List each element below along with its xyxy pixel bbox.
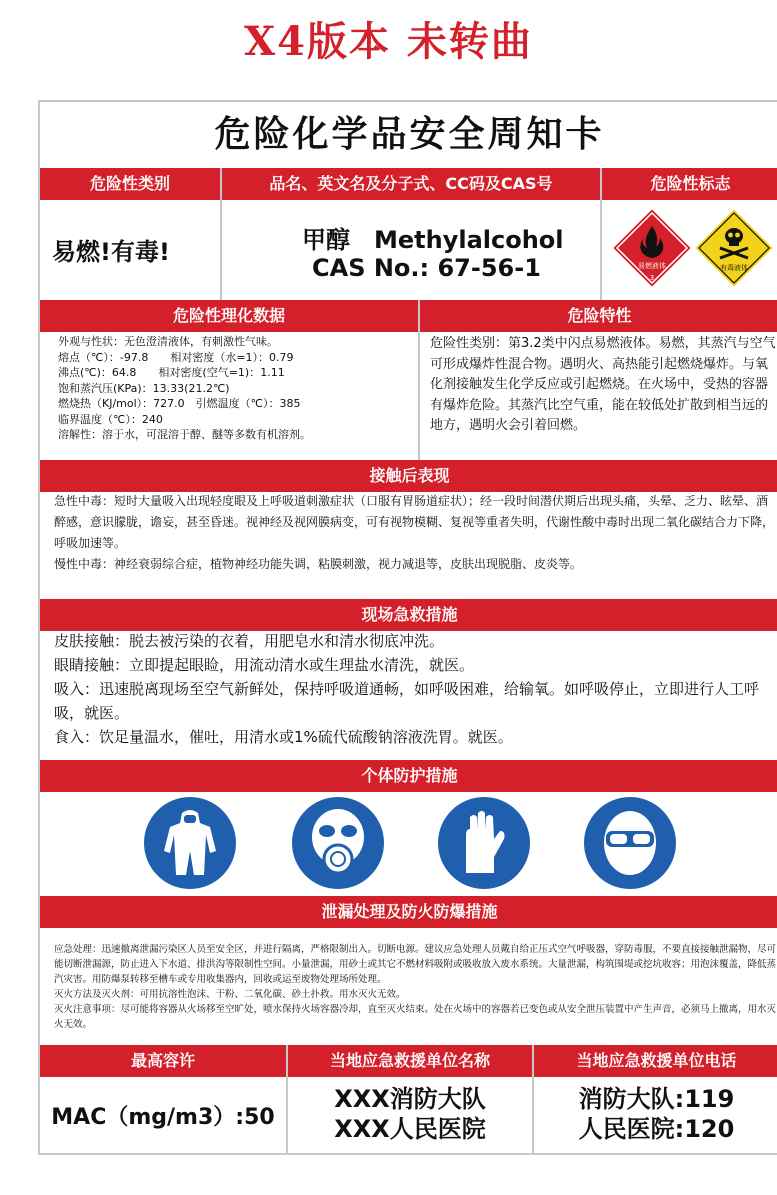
contact-paragraph: 急性中毒：短时大量吸入出现轻度眼及上呼吸道刺激症状（口服有胃肠道症状）；经一段时间潜伏期后出现头痛，头晕、乏力、眩晕、酒醉感，意识朦胧，谵妄，甚至昏迷。视神经及视网膜病变，可有视物模糊、复视等重者失明，代谢性酸中毒时出现二氧化碳结合力下降，呼吸加速等。 bbox=[54, 494, 775, 550]
physchem-line: 外观与性状：无色澄清液体，有刺激性气味。 bbox=[58, 335, 278, 348]
firstaid-item: 眼睛接触：立即提起眼睑，用流动清水或生理盐水清洗，就医。 bbox=[54, 656, 475, 674]
sign-label: 有毒液体 bbox=[720, 264, 748, 272]
divider bbox=[600, 168, 602, 300]
header-product-name: 品名、英文名及分子式、CC码及CAS号 bbox=[269, 174, 553, 193]
product-cas: CAS No.: 67-56-1 bbox=[312, 254, 541, 282]
divider bbox=[418, 300, 420, 460]
leak-section bbox=[54, 942, 776, 1032]
protective-suit-icon bbox=[142, 795, 238, 891]
sign-label: 易燃液体 bbox=[638, 262, 666, 270]
product-name: 甲醇 Methylalcohol bbox=[302, 226, 564, 254]
rescue-phone: 人民医院:120 bbox=[578, 1115, 735, 1143]
flammable-liquid-diamond-icon bbox=[610, 206, 694, 290]
sign-number: 3 bbox=[649, 274, 655, 282]
physchem-line: 燃烧热（KJ/mol）：727.0 引燃温度（℃）：385 bbox=[58, 397, 301, 410]
protective-gloves-icon bbox=[436, 795, 532, 891]
rescue-unit-name: XXX人民医院 bbox=[334, 1115, 486, 1143]
firstaid-item: 皮肤接触：脱去被污染的衣着，用肥皂水和清水彻底冲洗。 bbox=[54, 632, 445, 650]
version-banner: X4版本 未转曲 bbox=[244, 18, 533, 65]
safety-card bbox=[38, 100, 777, 1155]
ppe-header: 个体防护措施 bbox=[40, 760, 777, 792]
leak-paragraph: 灭火方法及灭火剂：可用抗溶性泡沫、干粉、二氧化碳、砂土扑救。用水灭火无效。 bbox=[54, 989, 406, 1000]
firstaid-section bbox=[54, 629, 776, 749]
header-rescue-phone: 当地应急救援单位电话 bbox=[576, 1051, 737, 1070]
physchem-line: 溶解性：溶于水，可混溶于醇、醚等多数有机溶剂。 bbox=[58, 428, 311, 441]
card-title: 危险化学品安全周知卡 bbox=[214, 114, 605, 155]
bottom-header-bar bbox=[40, 1045, 777, 1077]
header-hazard-category: 危险性类别 bbox=[89, 174, 170, 193]
leak-header: 泄漏处理及防火防爆措施 bbox=[40, 896, 777, 928]
header-hazard-signs: 危险性标志 bbox=[650, 174, 731, 193]
contact-paragraph: 慢性中毒：神经衰弱综合症，植物神经功能失调，粘膜刺激，视力减退等，皮肤出现脱脂、皮炎等。 bbox=[54, 557, 583, 571]
physchem-list bbox=[58, 334, 418, 443]
header-rescue-unit: 当地应急救援单位名称 bbox=[329, 1051, 490, 1070]
safety-goggles-icon bbox=[582, 795, 678, 891]
row2-header-bar bbox=[40, 300, 777, 332]
leak-paragraph: 灭火注意事项：尽可能将容器从火场移至空旷处，喷水保持火场容器冷却，直至灭火结束。处在火场中的容器若已变色或从安全泄压装置中产生声音，必须马上撤离，用水灭火无效。 bbox=[54, 1004, 777, 1030]
rescue-unit-name: XXX消防大队 bbox=[334, 1085, 486, 1113]
danger-properties-text: 危险性类别：第3.2类中闪点易燃液体。易燃，其蒸汽与空气可形成爆炸性混合物。遇明火、高热能引起燃烧爆炸。与氧化剂接触发生化学反应或引起燃烧。在火场中，受热的容器有爆炸危险。其蒸汽比空气重，能在较低处扩散到相当远的地方，遇明火会引着回燃。 bbox=[430, 336, 776, 433]
rescue-units bbox=[288, 1084, 532, 1144]
toxic-liquid-diamond-icon bbox=[692, 206, 776, 290]
contact-header: 接触后表现 bbox=[40, 460, 777, 492]
physchem-line: 沸点(℃)：64.8 相对密度(空气=1)：1.11 bbox=[58, 366, 285, 379]
firstaid-item: 吸入：迅速脱离现场至空气新鲜处，保持呼吸道通畅，如呼吸困难，给输氧。如呼吸停止，立即进行人工呼吸，就医。 bbox=[54, 680, 760, 722]
divider bbox=[220, 168, 222, 300]
physchem-line: 临界温度（℃）：240 bbox=[58, 412, 163, 426]
header-physchem: 危险性理化数据 bbox=[172, 306, 285, 325]
header-danger-properties: 危险特性 bbox=[567, 306, 632, 325]
mac-value: MAC（mg/m3）:50 bbox=[51, 1105, 275, 1130]
firstaid-item: 食入：饮足量温水，催吐，用清水或1%硫代硫酸钠溶液洗胃。就医。 bbox=[54, 728, 513, 746]
hazard-category-value: 易燃!有毒! bbox=[52, 238, 170, 266]
gas-mask-icon bbox=[290, 795, 386, 891]
firstaid-header: 现场急救措施 bbox=[40, 599, 777, 631]
contact-section bbox=[54, 491, 776, 575]
leak-paragraph: 应急处理：迅速撤离泄漏污染区人员至安全区，并进行隔离，严格限制出入。切断电源。建议应急处理人员戴自给正压式空气呼吸器，穿防毒服，不要直接接触泄漏物，尽可能切断泄漏源，防止进入下水道、排洪沟等限制性空间。小量泄漏，用砂土或其它不燃材料吸附或吸收放入废水系统。大量泄漏，构筑围堤或挖坑收容；用泡沫覆盖，降低蒸汽灾害。用防爆泵转移至槽车或专用收集器内，回收或运至废物处理场所处理。 bbox=[54, 944, 777, 985]
row1-header-bar bbox=[40, 168, 777, 200]
rescue-phones bbox=[534, 1084, 777, 1144]
header-max-allowed: 最高容许 bbox=[130, 1051, 195, 1070]
physchem-line: 饱和蒸汽压(KPa)：13.33(21.2℃) bbox=[58, 381, 230, 395]
physchem-line: 熔点（℃）：-97.8 相对密度（水=1）：0.79 bbox=[58, 350, 294, 364]
rescue-phone: 消防大队:119 bbox=[578, 1085, 735, 1113]
